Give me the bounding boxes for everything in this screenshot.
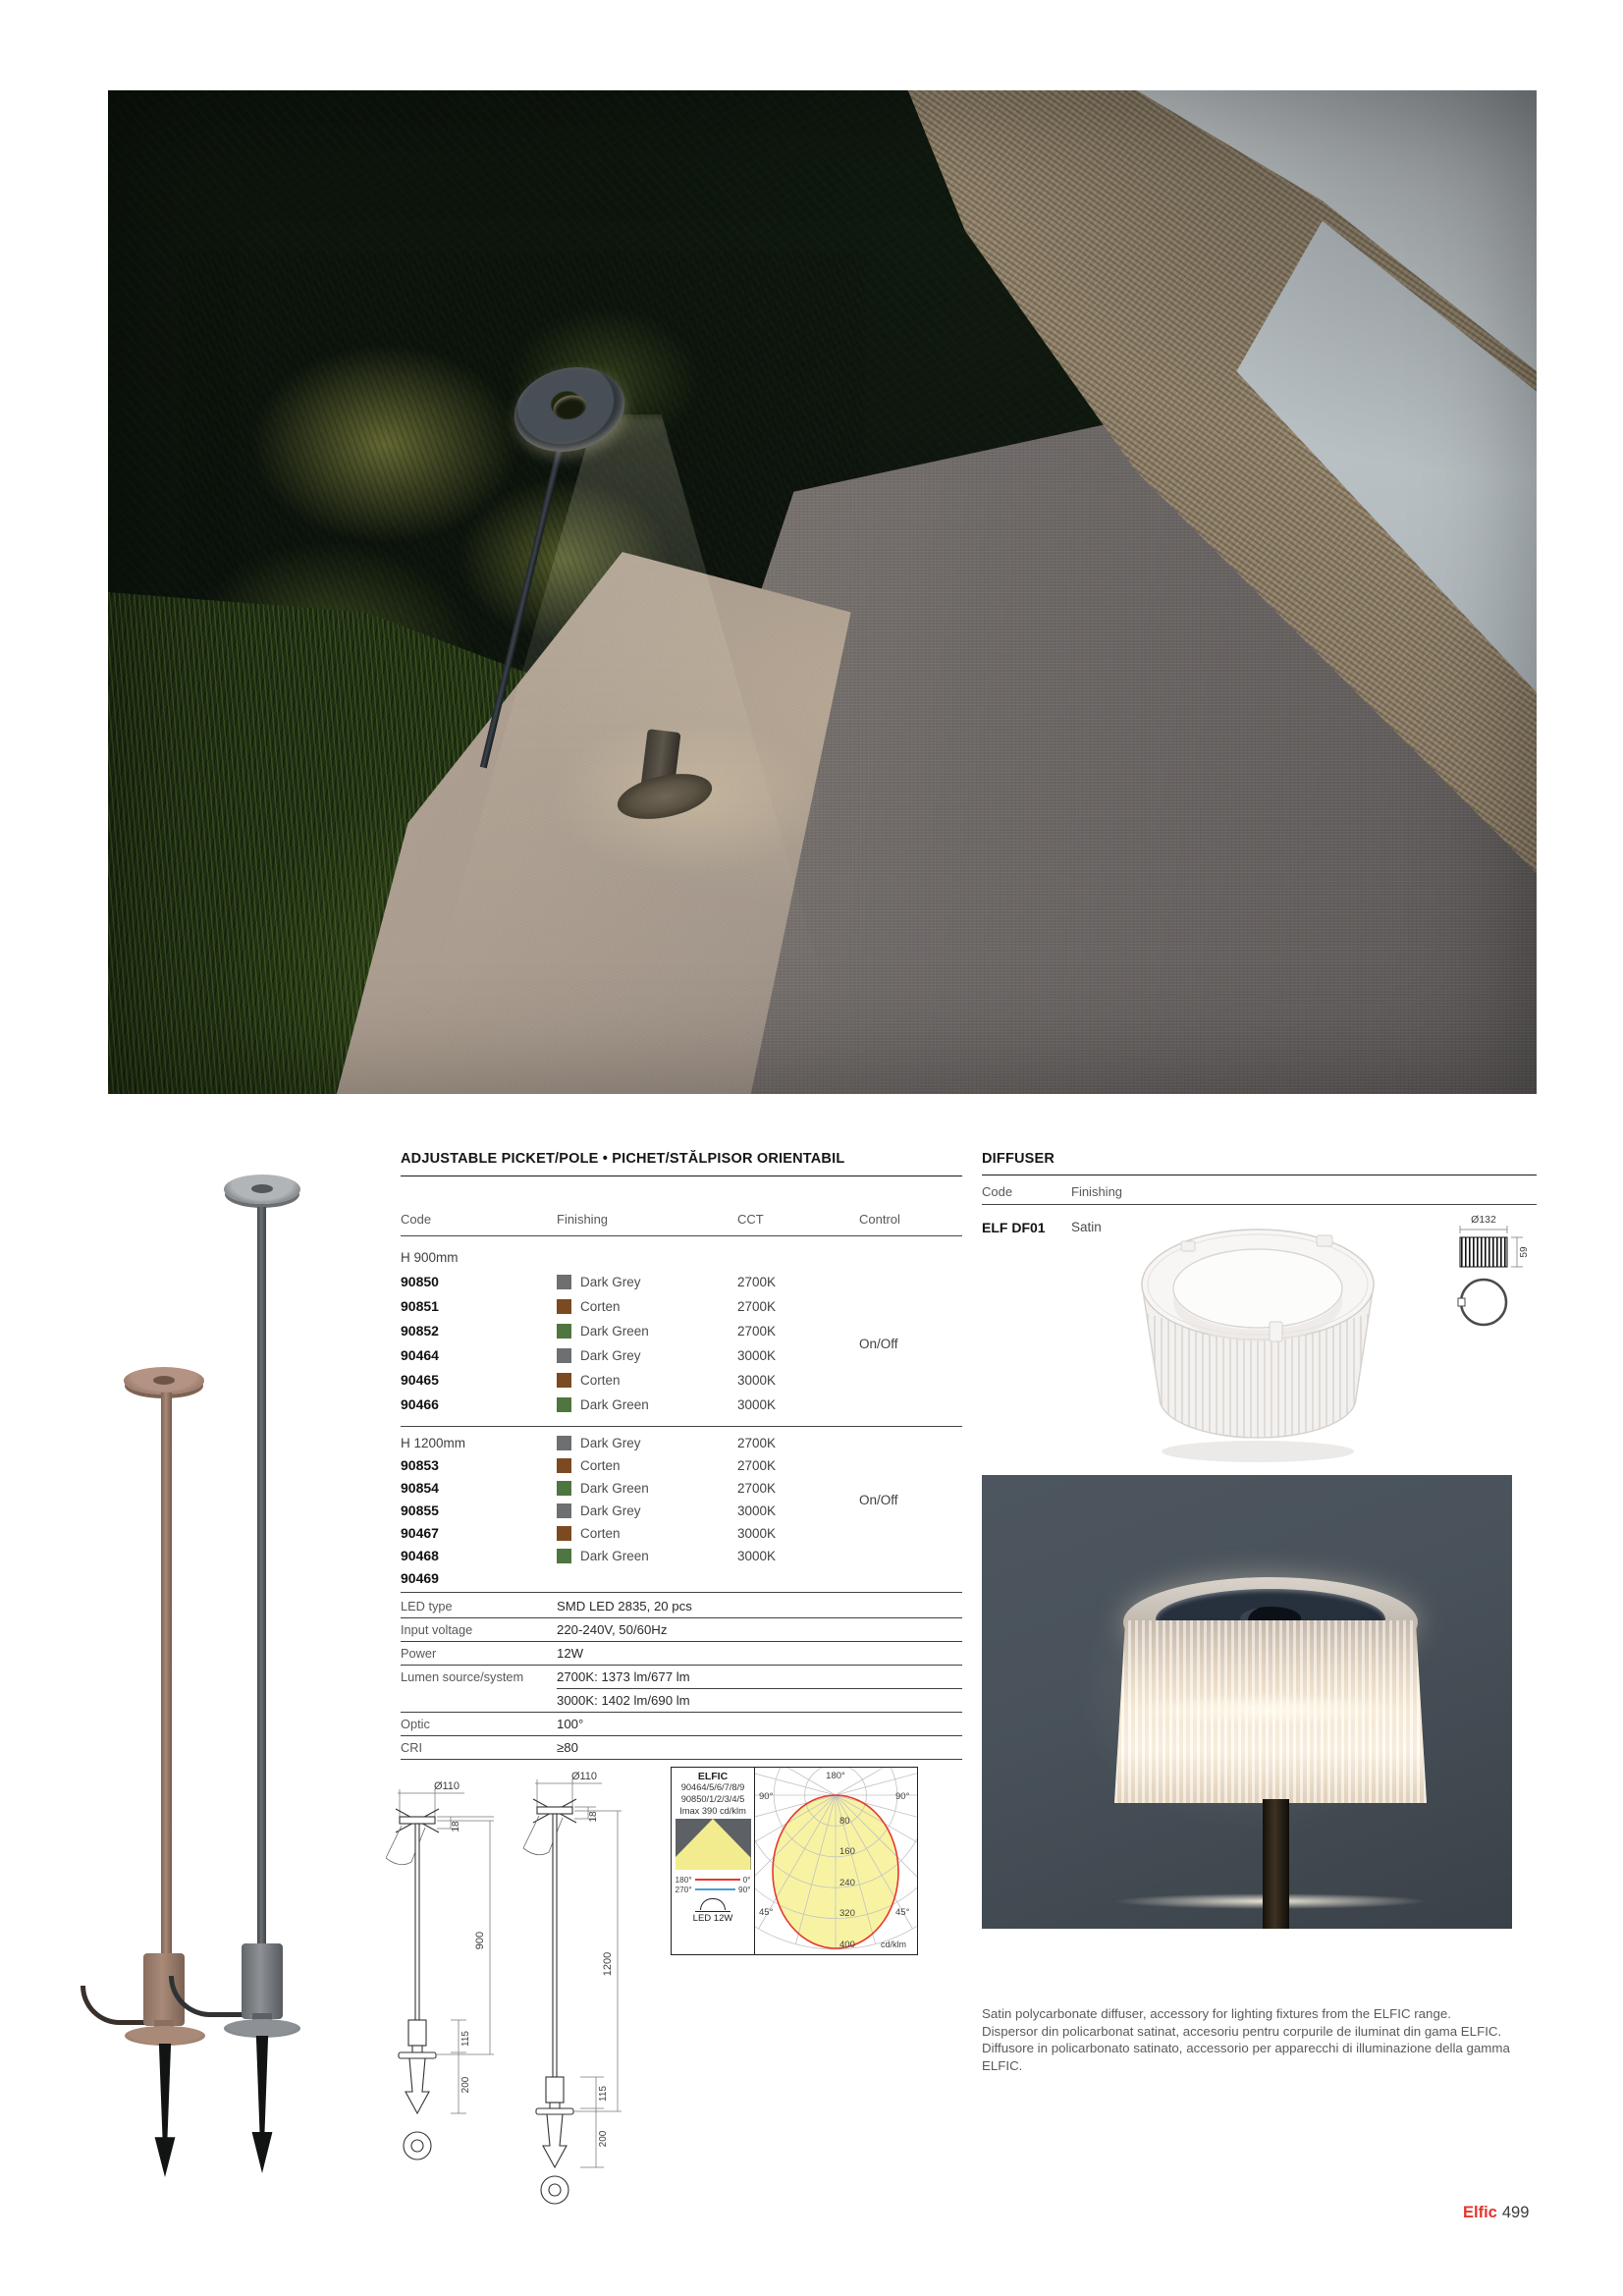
color-swatch (557, 1436, 571, 1450)
finish-name: Dark Grey (580, 1503, 641, 1518)
code-column (401, 1432, 465, 1590)
plane-legend (676, 1875, 751, 1894)
finish-name: Dark Green (580, 1397, 649, 1412)
legend-right: 90° (737, 1885, 751, 1894)
color-swatch (557, 1503, 571, 1518)
diffuser-code: ELF DF01 (982, 1220, 1046, 1235)
color-swatch (557, 1397, 571, 1412)
cct-value: 3000K (737, 1526, 777, 1541)
dimension-labels (434, 1771, 614, 2147)
description-en: Satin polycarbonate diffuser, accessory for lighting fixtures from the ELFIC range. (982, 2006, 1451, 2021)
dim-head-900: 18 (451, 1821, 461, 1832)
cct-value: 2700K (737, 1436, 777, 1450)
height-label: H 1200mm (401, 1436, 466, 1450)
grey-lamp-body (242, 1943, 283, 2019)
finish-name: Corten (580, 1458, 621, 1473)
beam-icon (676, 1819, 751, 1870)
ring-240: 240 (839, 1878, 855, 1888)
family-name: ELFIC (697, 1771, 729, 1782)
color-swatch (557, 1526, 571, 1541)
codes-line: 90464/5/6/7/8/9 (680, 1782, 745, 1792)
column-header-code: Code (401, 1212, 432, 1227)
polar-45-right: 45° (895, 1907, 910, 1918)
spec-value: SMD LED 2835, 20 pcs (557, 1599, 692, 1613)
finishing-column (557, 1270, 649, 1417)
spec-value: 220-240V, 50/60Hz (557, 1622, 668, 1637)
spec-value: 3000K: 1402 lm/690 lm (557, 1693, 690, 1708)
spec-row (401, 1736, 962, 1760)
corten-lamp-head-hole (153, 1376, 175, 1385)
ring-400: 400 (839, 1940, 855, 1950)
picket-table-section (401, 1151, 962, 1762)
finish-name: Corten (580, 1526, 621, 1541)
cct-value: 3000K (737, 1397, 777, 1412)
diffuser-top-view (1461, 1280, 1506, 1325)
finish-row (557, 1294, 649, 1319)
cct-column (737, 1432, 776, 1567)
column-header-code: Code (982, 1184, 1013, 1199)
column-header-finishing: Finishing (1071, 1184, 1123, 1199)
cct-value: 3000K (737, 1503, 777, 1518)
finish-row (557, 1343, 649, 1368)
product-code: 90852 (401, 1323, 439, 1339)
color-swatch (557, 1299, 571, 1314)
dim-height: 59 (1519, 1246, 1530, 1258)
finish-row (557, 1393, 649, 1417)
spec-label: Input voltage (401, 1622, 473, 1637)
finish-name: Dark Grey (580, 1436, 641, 1450)
cct-value: 2700K (737, 1324, 777, 1339)
height-label: H 900mm (401, 1250, 459, 1265)
spec-label: Lumen source/system (401, 1669, 524, 1684)
color-swatch (557, 1275, 571, 1289)
imax-value: Imax 390 cd/klm (679, 1806, 746, 1816)
cct-value: 3000K (737, 1373, 777, 1388)
spec-value: 2700K: 1373 lm/677 lm (557, 1669, 690, 1684)
corten-lamp-flange (125, 2026, 205, 2046)
diffuser-finish: Satin (1071, 1220, 1102, 1234)
spec-label: Power (401, 1646, 437, 1661)
divider (401, 1592, 962, 1593)
description-it: Diffusore in policarbonato satinato, accessorio per apparecchi di illuminazione della gamma ELFIC. (982, 2041, 1510, 2073)
product-code: 90469 (401, 1570, 439, 1586)
finish-name: Corten (580, 1373, 621, 1388)
lamp-pole-silhouette (1263, 1799, 1289, 1929)
color-swatch (557, 1481, 571, 1496)
cct-value: 2700K (737, 1275, 777, 1289)
led-power-label: LED 12W (692, 1913, 733, 1924)
finishing-column (557, 1432, 649, 1567)
rim-tab (1181, 1241, 1195, 1251)
diffuser-description (982, 2005, 1538, 2074)
page-number: 499 (1501, 2204, 1530, 2221)
dim-head-1200: 18 (588, 1811, 599, 1823)
photometric-diagram (671, 1767, 918, 1955)
spec-table (401, 1595, 962, 1760)
page-footer (1463, 2204, 1529, 2222)
dimension-drawings (386, 1768, 631, 2216)
spec-row (401, 1666, 962, 1689)
brand-logo: Elfic (1463, 2204, 1497, 2221)
polar-180: 180° (826, 1771, 845, 1781)
finish-row (557, 1368, 649, 1393)
section-title: DIFFUSER (982, 1151, 1055, 1167)
polar-chart (755, 1768, 917, 1954)
cct-value: 3000K (737, 1348, 777, 1363)
polar-unit: cd/klm (881, 1940, 907, 1949)
grey-lamp-pole (257, 1207, 266, 1943)
control-value: On/Off (859, 1492, 898, 1507)
group-h900 (401, 1245, 962, 1422)
grey-lamp-head-hole (251, 1184, 273, 1193)
top-view-notch (1458, 1298, 1465, 1306)
color-swatch (557, 1549, 571, 1563)
corten-lamp-pole (161, 1393, 172, 1955)
corten-lamp-spike (147, 2044, 183, 2177)
rim-tab (1317, 1235, 1332, 1246)
spec-value: 100° (557, 1717, 584, 1731)
finish-name: Dark Grey (580, 1275, 641, 1289)
dim-height-1200: 1200 (602, 1951, 614, 1977)
dim-extension-lines (398, 1779, 622, 2167)
hero-photo (108, 90, 1537, 1094)
column-header-cct: CCT (737, 1212, 764, 1227)
c90-plane-line (695, 1888, 735, 1890)
c0-plane-line (695, 1879, 740, 1881)
product-code: 90850 (401, 1274, 439, 1289)
finish-name: Dark Green (580, 1549, 649, 1563)
spec-row (401, 1595, 962, 1618)
photo-vignette (108, 90, 1537, 1094)
grey-lamp-flange (224, 2019, 300, 2038)
spec-label: Optic (401, 1717, 430, 1731)
cct-value: 2700K (737, 1481, 777, 1496)
finish-name: Corten (580, 1299, 621, 1314)
finish-row (557, 1319, 649, 1343)
diffuser-hole (1173, 1249, 1342, 1328)
finish-row (557, 1432, 649, 1454)
diffuser-lifestyle-photo (982, 1475, 1512, 1929)
product-code: 90853 (401, 1457, 439, 1473)
pole-1200-outline (523, 1799, 576, 2204)
polar-curve-svg (755, 1768, 917, 1954)
glow-band (1123, 1693, 1418, 1726)
dim-diameter-900: Ø110 (433, 1780, 460, 1792)
finish-row (557, 1270, 649, 1294)
finish-row (557, 1500, 649, 1522)
cct-value: 3000K (737, 1549, 777, 1563)
color-swatch (557, 1348, 571, 1363)
lamp-with-diffuser (1123, 1577, 1418, 1803)
divider (401, 1175, 962, 1176)
cct-value: 2700K (737, 1299, 777, 1314)
picket-dimension-drawing (386, 1768, 631, 2212)
ring-80: 80 (839, 1816, 850, 1827)
spec-label: CRI (401, 1740, 423, 1755)
photometry-info-panel (672, 1768, 755, 1954)
product-code: 90468 (401, 1548, 439, 1563)
divider (401, 1426, 962, 1427)
product-code: 90465 (401, 1372, 439, 1388)
finish-name: Dark Grey (580, 1348, 641, 1363)
column-header-control: Control (859, 1212, 900, 1227)
pole-900-outline (386, 1809, 439, 2159)
codes-line: 90850/1/2/3/4/5 (680, 1793, 745, 1804)
spec-label: LED type (401, 1599, 453, 1613)
color-swatch (557, 1324, 571, 1339)
finish-row (557, 1545, 649, 1567)
cct-value: 2700K (737, 1458, 777, 1473)
group-h1200 (401, 1432, 962, 1590)
dim-body-1200: 115 (598, 2086, 609, 2102)
legend-left: 180° (675, 1875, 692, 1885)
ring-320: 320 (839, 1908, 855, 1919)
spec-value: 12W (557, 1646, 584, 1661)
spec-value: ≥80 (557, 1740, 578, 1755)
dim-diameter-1200: Ø110 (570, 1771, 598, 1782)
body-clip (1270, 1322, 1282, 1341)
grey-lamp-spike (244, 2036, 280, 2173)
dim-body-900: 115 (460, 2031, 471, 2047)
column-header-finishing: Finishing (557, 1212, 609, 1227)
polar-45-left: 45° (759, 1907, 774, 1918)
spec-row (401, 1618, 962, 1642)
product-code: 90466 (401, 1396, 439, 1412)
spec-row (401, 1689, 962, 1713)
finish-name: Dark Green (580, 1481, 649, 1496)
dim-spike-900: 200 (460, 2076, 471, 2094)
dim-diameter: Ø132 (1471, 1214, 1496, 1226)
divider (982, 1204, 1537, 1205)
led-icon (700, 1898, 726, 1910)
product-code: 90854 (401, 1480, 439, 1496)
spec-row (401, 1713, 962, 1736)
dim-spike-1200: 200 (598, 2130, 609, 2148)
finish-name: Dark Green (580, 1324, 649, 1339)
diffuser-side-view (1460, 1237, 1507, 1267)
description-ro: Dispersor din policarbonat satinat, accesoriu pentru corpurile de iluminat din gama ELFIC. (982, 2023, 1502, 2039)
legend-left: 270° (675, 1885, 692, 1894)
polar-90-right: 90° (895, 1791, 910, 1802)
color-swatch (557, 1373, 571, 1388)
legend-right: 0° (742, 1875, 751, 1885)
finish-row (557, 1522, 649, 1545)
divider (401, 1235, 962, 1236)
product-shadow (1162, 1441, 1354, 1462)
polar-90-left: 90° (759, 1791, 774, 1802)
product-code: 90855 (401, 1503, 439, 1518)
product-code: 90851 (401, 1298, 439, 1314)
finish-row (557, 1454, 649, 1477)
section-title: ADJUSTABLE PICKET/POLE • PICHET/STĂLPISOR ORIENTABIL (401, 1151, 845, 1167)
finish-row (557, 1477, 649, 1500)
dim-height-900: 900 (474, 1931, 486, 1950)
ring-160: 160 (839, 1846, 855, 1857)
color-swatch (557, 1458, 571, 1473)
product-code: 90467 (401, 1525, 439, 1541)
control-value: On/Off (859, 1336, 898, 1351)
code-column (401, 1245, 459, 1417)
cct-column (737, 1270, 776, 1417)
spec-row (401, 1642, 962, 1666)
product-code: 90464 (401, 1347, 439, 1363)
